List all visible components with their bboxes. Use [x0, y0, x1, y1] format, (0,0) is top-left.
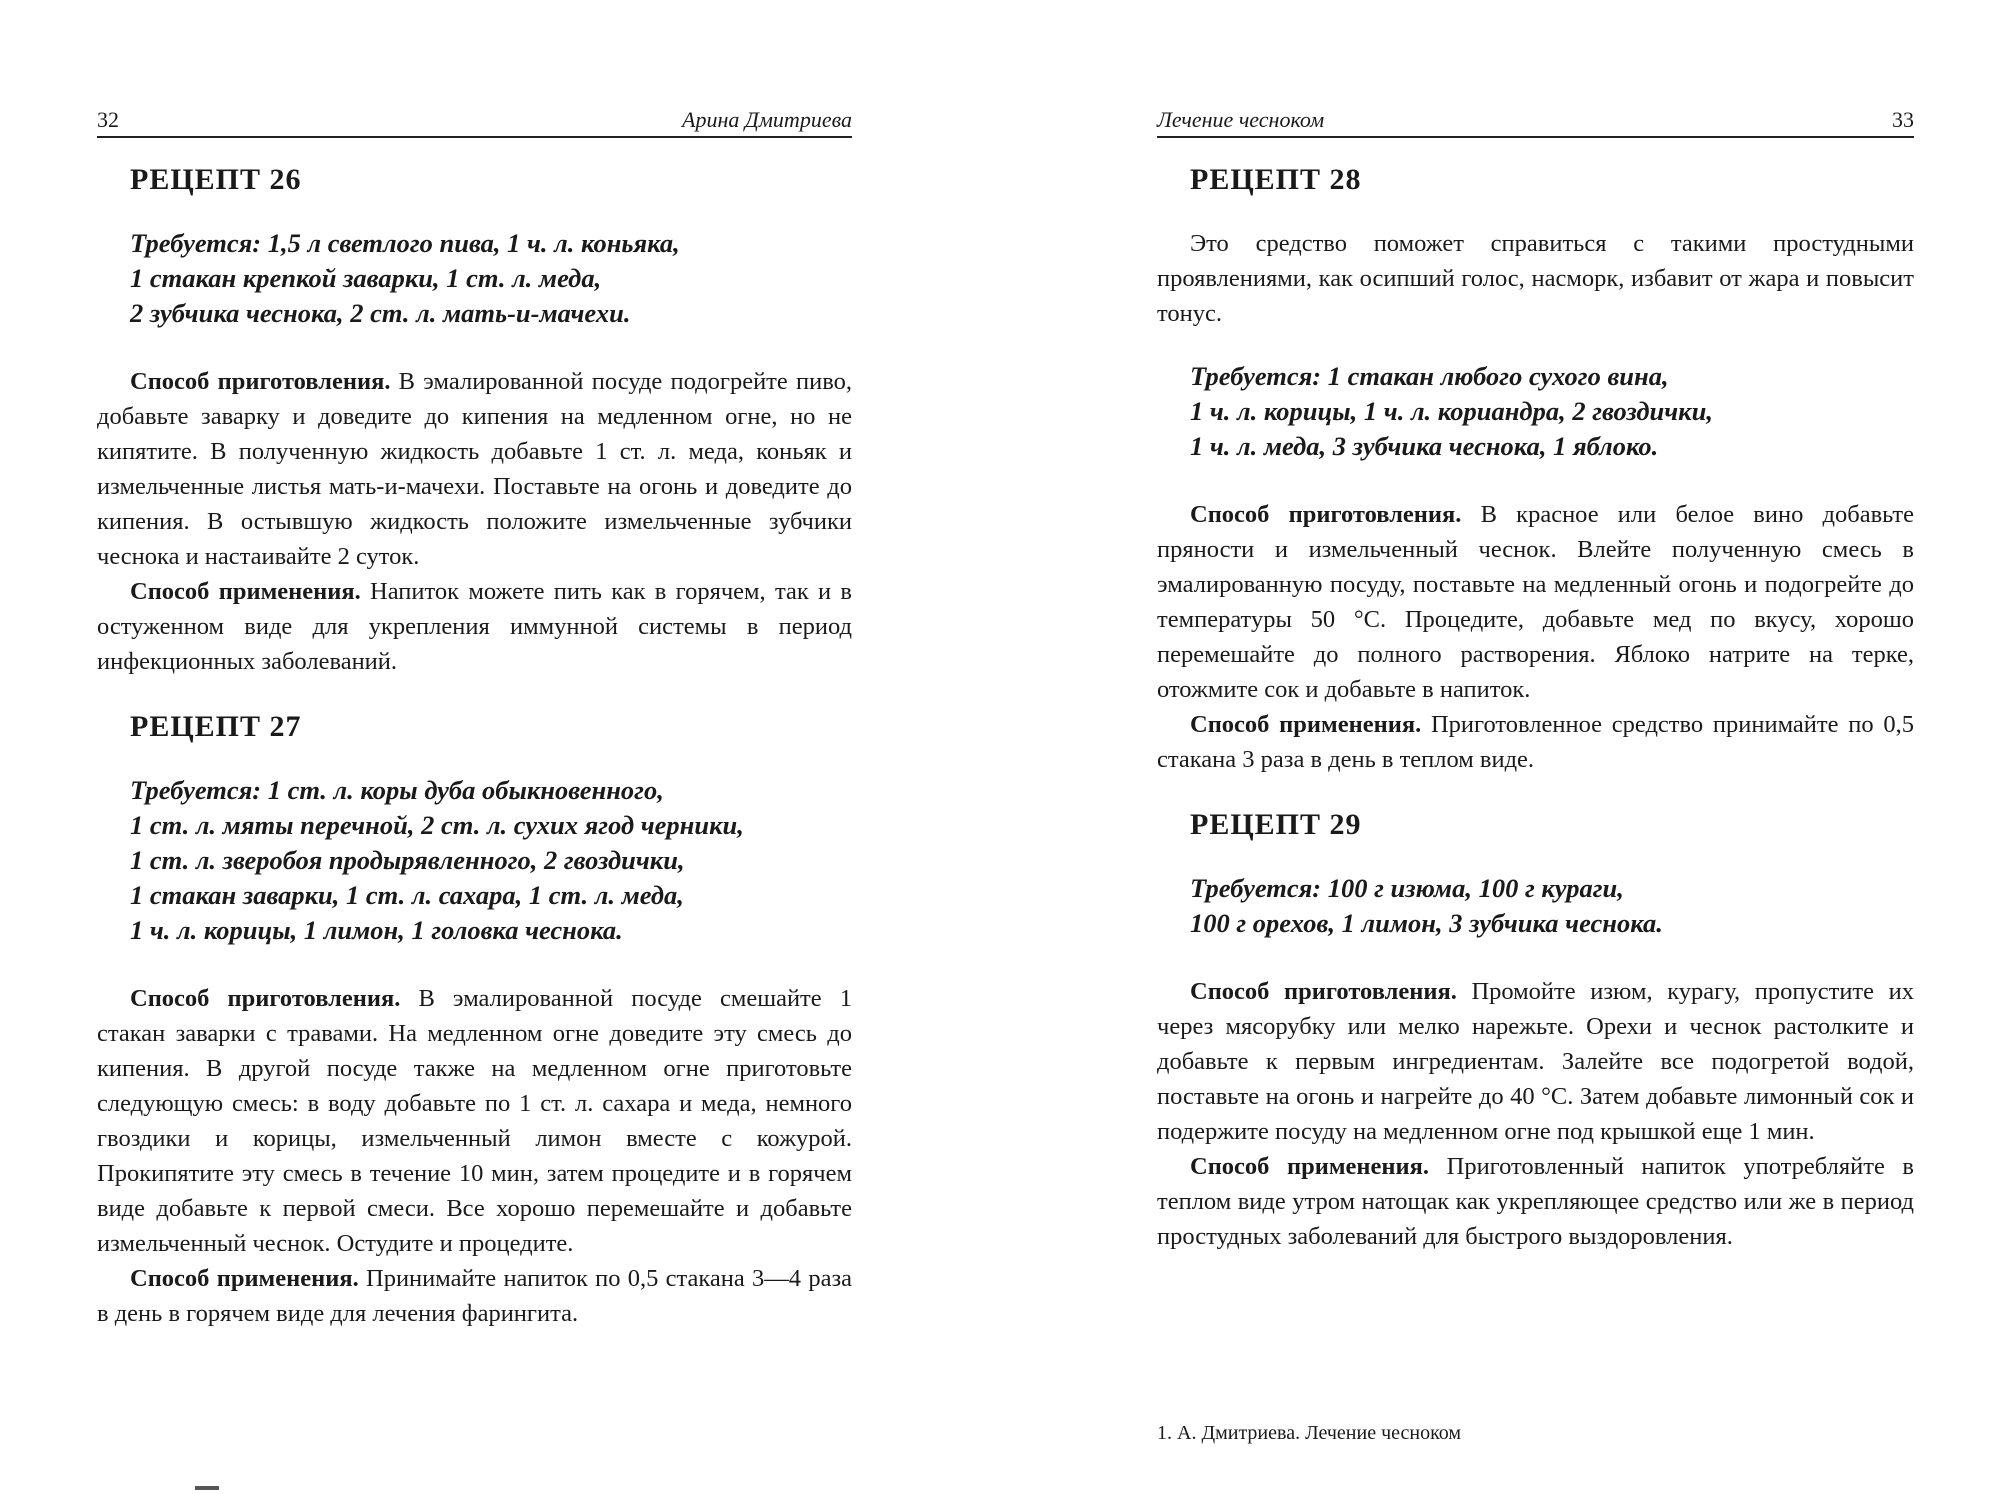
running-title: Лечение чесноком: [1157, 107, 1325, 132]
running-title: Арина Дмитриева: [682, 107, 852, 132]
usage-label: Способ применения.: [130, 578, 361, 605]
preparation-text: В красное или белое вино добавьте пряности и измельченный чеснок. Влейте полученную смесь в эмалированную посуду, поставьте на медленный огонь и подогрейте до температуры 50 °С. Процедите, добавьте мед по вкусу, хорошо перемешайте до полного растворения. Яблоко натрите на терке, отожмите сок и добавьте в напиток.: [1157, 501, 1914, 703]
intro-paragraph: Это средство поможет справиться с такими простудными проявлениями, как осипший голос, насморк, избавит от жара и повысит тонус.: [1157, 230, 1914, 327]
usage-text: Напиток можете пить как в горячем, так и в остуженном виде для укрепления иммунной системы в период инфекционных заболеваний.: [97, 578, 852, 675]
page-content: [97, 160, 852, 1331]
usage-paragraph: [1157, 707, 1914, 777]
recipe-title: РЕЦЕПТ 29: [1190, 808, 1362, 841]
preparation-label: Способ приготовления.: [130, 985, 401, 1012]
recipe-title: РЕЦЕПТ 27: [130, 710, 302, 743]
preparation-paragraph: [97, 981, 852, 1261]
usage-label: Способ применения.: [130, 1265, 359, 1292]
recipe-27: [97, 707, 852, 1331]
preparation-paragraph: [1157, 974, 1914, 1149]
page-content: [1157, 160, 1914, 1254]
usage-text: Приготовленный напиток употребляйте в теплом виде утром натощак как укрепляющее средство или же в период простудных заболеваний для быстрого выздоровления.: [1157, 1153, 1914, 1250]
left-page: [97, 0, 852, 1494]
requirements: Требуется: 1 стакан любого сухого вина, 1 ч. л. корицы, 1 ч. л. кориандра, 2 гвоздички, 1 ч. л. меда, 3 зубчика чеснока, 1 яблоко.: [1190, 361, 1713, 461]
requirements: Требуется: 1 ст. л. коры дуба обыкновенного, 1 ст. л. мяты перечной, 2 ст. л. сухих ягод черники, 1 ст. л. зверобоя продырявленного, 2 гвоздички, 1 стакан заварки, 1 ст. л. сахара, 1 ст. л. меда, 1 ч. л. корицы, 1 лимон, 1 головка чеснока.: [130, 775, 744, 945]
recipe-29: [1157, 805, 1914, 1254]
recipe-26: [97, 160, 852, 679]
preparation-paragraph: [1157, 497, 1914, 707]
usage-label: Способ применения.: [1190, 1153, 1430, 1180]
preparation-text: Промойте изюм, курагу, пропустите их через мясорубку или мелко нарежьте. Орехи и чеснок растолките и добавьте к первым ингредиентам. Залейте все подогретой водой, поставьте на огонь и нагрейте до 40 °С. Затем добавьте лимонный сок и подержите посуду на медленном огне под крышкой еще 1 мин.: [1157, 978, 1914, 1145]
recipe-title: РЕЦЕПТ 28: [1190, 163, 1362, 196]
page-number: 33: [1892, 107, 1914, 132]
page-number: 32: [97, 107, 119, 132]
usage-paragraph: [1157, 1149, 1914, 1254]
usage-paragraph: [97, 1261, 852, 1331]
usage-paragraph: [97, 574, 852, 679]
print-mark: [195, 1486, 219, 1490]
preparation-paragraph: [97, 364, 852, 574]
usage-text: Принимайте напиток по 0,5 стакана 3—4 раза в день в горячем виде для лечения фарингита.: [97, 1265, 852, 1327]
requirements: Требуется: 100 г изюма, 100 г кураги, 100 г орехов, 1 лимон, 3 зубчика чеснока.: [1190, 873, 1663, 938]
preparation-label: Способ приготовления.: [130, 368, 391, 395]
recipe-28: [1157, 160, 1914, 777]
preparation-label: Способ приготовления.: [1190, 501, 1462, 528]
running-head: [1157, 104, 1914, 138]
running-head: [97, 104, 852, 138]
preparation-text: В эмалированной посуде смешайте 1 стакан заварки с травами. На медленном огне доведите эту смесь до кипения. В другой посуде также на медленном огне приготовьте следующую смесь: в воду добавьте по 1 ст. л. сахара и меда, немного гвоздики и корицы, измельченный лимон вместе с кожурой. Прокипятите эту смесь в течение 10 мин, затем процедите и в горячем виде добавьте к первой смеси. Все хорошо перемешайте и добавьте измельченный чеснок. Остудите и процедите.: [97, 985, 852, 1257]
requirements: Требуется: 1,5 л светлого пива, 1 ч. л. коньяка, 1 стакан крепкой заварки, 1 ст. л. меда, 2 зубчика чеснока, 2 ст. л. мать-и-мачехи.: [130, 228, 680, 328]
recipe-title: РЕЦЕПТ 26: [130, 163, 302, 196]
usage-label: Способ применения.: [1190, 711, 1422, 738]
preparation-label: Способ приготовления.: [1190, 978, 1457, 1005]
signature-footnote: 1. А. Дмитриева. Лечение чесноком: [1157, 1422, 1462, 1444]
right-page: [1157, 0, 1914, 1494]
usage-text: Приготовленное средство принимайте по 0,5 стакана 3 раза в день в теплом виде.: [1157, 711, 1914, 773]
preparation-text: В эмалированной посуде подогрейте пиво, добавьте заварку и доведите до кипения на медленном огне, но не кипятите. В полученную жидкость добавьте 1 ст. л. меда, коньяк и измельченные листья мать-и-мачехи. Поставьте на огонь и доведите до кипения. В остывшую жидкость положите измельченные зубчики чеснока и настаивайте 2 суток.: [97, 368, 852, 570]
